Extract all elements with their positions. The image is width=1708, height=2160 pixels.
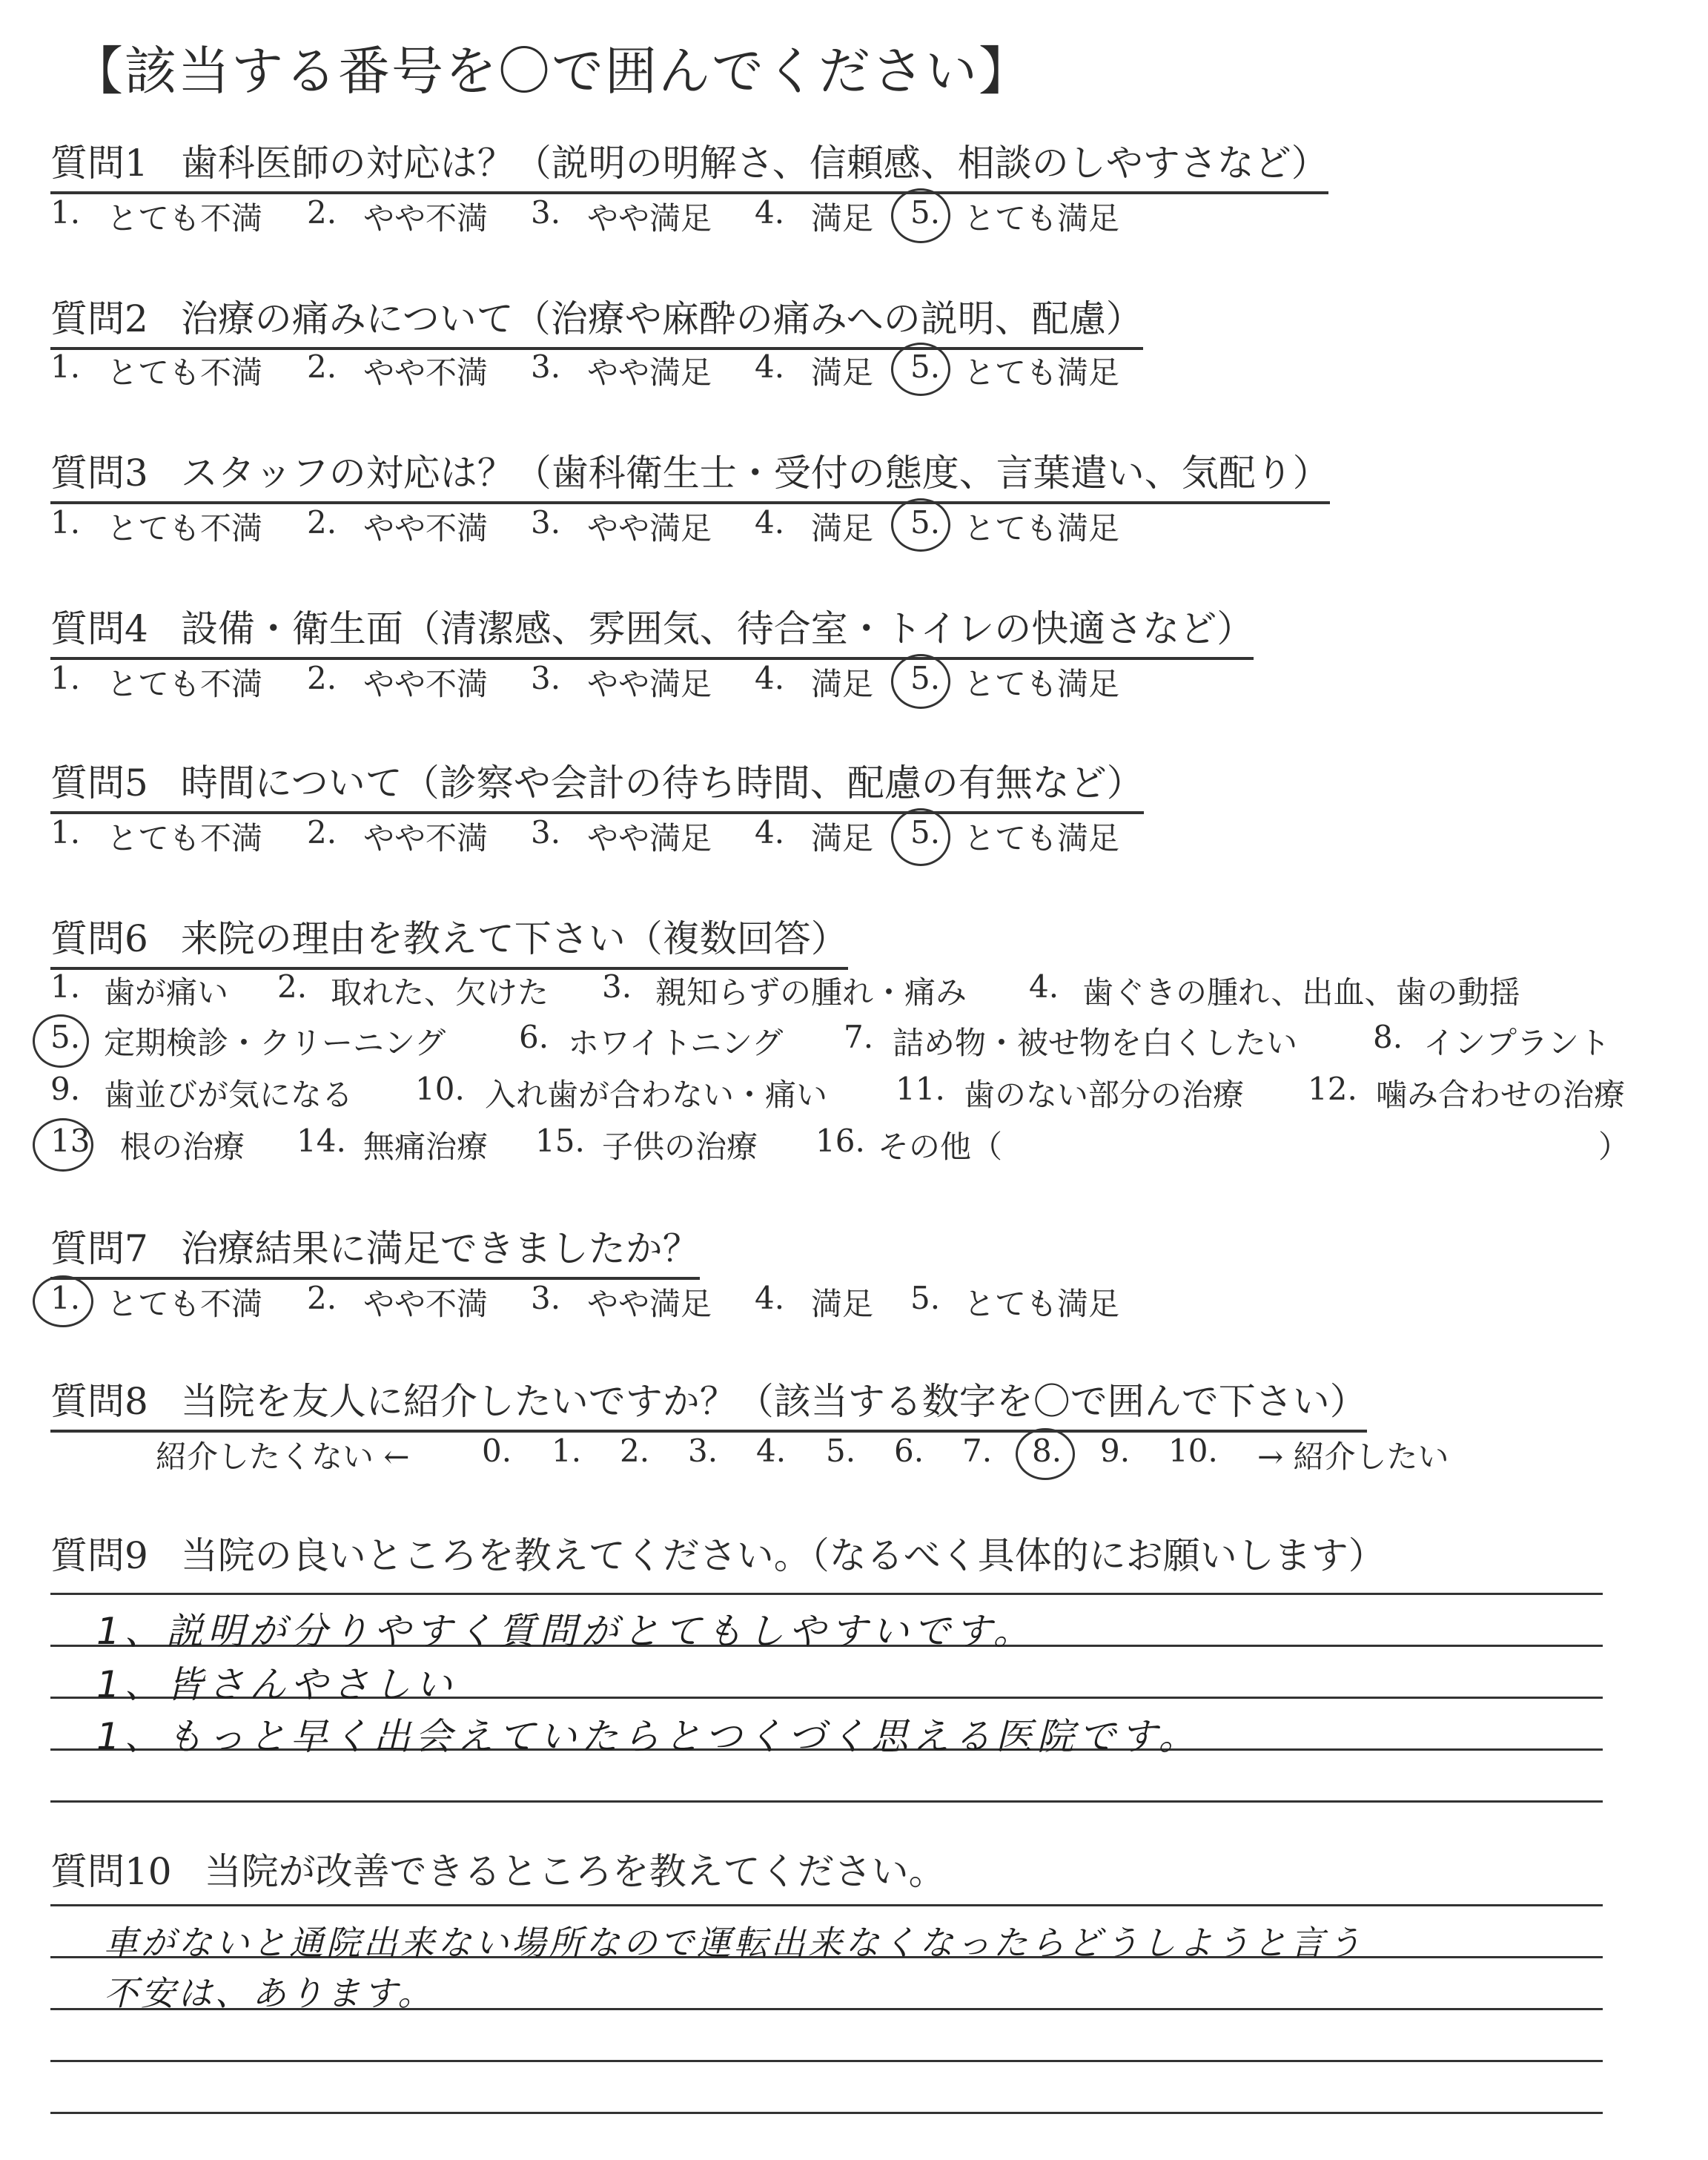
answer-circle-q1-option-5 <box>891 188 950 243</box>
option-2-number[interactable]: 2. <box>307 194 337 231</box>
reason-15-label[interactable]: 子供の治療 <box>602 1129 758 1165</box>
option-5-label[interactable]: とても満足 <box>964 666 1120 702</box>
scale-2[interactable]: 2. <box>620 1433 650 1469</box>
option-2-number[interactable]: 2. <box>307 1280 337 1316</box>
option-3-label[interactable]: やや満足 <box>587 510 712 546</box>
option-4-number[interactable]: 4. <box>755 194 785 231</box>
reason-5-label[interactable]: 定期検診・クリーニング <box>104 1025 446 1061</box>
answer-circle-q5-option-5 <box>891 808 950 866</box>
reason-15-number[interactable]: 15. <box>535 1123 585 1159</box>
reason-3-number[interactable]: 3. <box>602 968 632 1005</box>
reason-12-number[interactable]: 12. <box>1308 1071 1357 1107</box>
question-1-text: 歯科医師の対応は？（説明の明解さ、信頼感、相談のしやすさなど） <box>180 142 1328 185</box>
option-1-number[interactable]: 1. <box>50 660 81 696</box>
answer-line <box>50 2060 1603 2062</box>
option-4-label[interactable]: 満足 <box>811 1286 874 1322</box>
option-3-number[interactable]: 3. <box>531 814 561 851</box>
question-5-heading <box>50 753 1144 814</box>
reason-7-label[interactable]: 詰め物・被せ物を白くしたい <box>893 1025 1298 1061</box>
reason-14-label[interactable]: 無痛治療 <box>363 1129 489 1165</box>
option-5-label[interactable]: とても満足 <box>964 820 1120 856</box>
option-2-label[interactable]: やや不満 <box>363 354 489 391</box>
q10-handwritten-line-1: 車がないと通院出来ない場所なので運転出来なくなったらどうしようと言う <box>104 1923 1364 1963</box>
option-5-number[interactable]: 5. <box>910 194 941 231</box>
answer-circle-q3-option-5 <box>891 498 950 552</box>
question-2-label: 質問2 <box>50 297 148 340</box>
option-4-number[interactable]: 4. <box>755 504 785 541</box>
option-5-label[interactable]: とても満足 <box>964 200 1120 237</box>
answer-circle-q6-reason-5 <box>33 1014 89 1068</box>
answer-line <box>50 1904 1603 1906</box>
answer-circle-q8-scale-8 <box>1016 1428 1075 1480</box>
scale-1[interactable]: 1. <box>552 1433 582 1469</box>
question-9-text: 当院の良いところを教えてください。（なるべく具体的にお願いします） <box>180 1534 1386 1577</box>
option-5-number[interactable]: 5. <box>910 349 941 385</box>
scale-0[interactable]: 0. <box>482 1433 512 1469</box>
reason-4-number[interactable]: 4. <box>1029 968 1059 1005</box>
answer-line <box>50 1800 1603 1803</box>
reason-2-label[interactable]: 取れた、欠けた <box>331 974 549 1011</box>
question-7-text: 治療結果に満足できましたか？ <box>180 1227 700 1270</box>
scale-left-label: 紹介したくない ← <box>156 1439 410 1475</box>
scale-4[interactable]: 4. <box>756 1433 787 1469</box>
question-6-text: 来院の理由を教えて下さい（複数回答） <box>180 917 848 960</box>
reason-8-label[interactable]: インプラント <box>1423 1025 1611 1061</box>
option-4-label[interactable]: 満足 <box>811 354 874 391</box>
page-title: 【該当する番号を〇で囲んでください】 <box>71 41 1032 102</box>
q9-handwritten-line-3: 1、もっと早く出会えていたらとつくづく思える医院です。 <box>96 1715 1200 1758</box>
question-1-label: 質問1 <box>50 142 148 185</box>
reason-13-number[interactable]: 13 <box>50 1123 90 1159</box>
option-4-number[interactable]: 4. <box>755 349 785 385</box>
option-2-number[interactable]: 2. <box>307 814 337 851</box>
reason-10-number[interactable]: 10. <box>415 1071 465 1107</box>
question-7-label: 質問7 <box>50 1227 148 1270</box>
reason-13-label[interactable]: 根の治療 <box>120 1129 245 1165</box>
option-2-label[interactable]: やや不満 <box>363 820 489 856</box>
option-3-number[interactable]: 3. <box>531 504 561 541</box>
option-2-label[interactable]: やや不満 <box>363 200 489 237</box>
reason-1-number[interactable]: 1. <box>50 968 81 1005</box>
option-2-number[interactable]: 2. <box>307 504 337 541</box>
option-5-number[interactable]: 5. <box>910 1280 941 1316</box>
scale-5[interactable]: 5. <box>826 1433 856 1469</box>
option-3-number[interactable]: 3. <box>531 194 561 231</box>
option-5-label[interactable]: とても満足 <box>964 510 1120 546</box>
reason-16-close-paren: ） <box>1598 1129 1630 1165</box>
q9-handwritten-line-1: 1、説明が分りやすく質問がとてもしやすいです。 <box>96 1610 1035 1653</box>
question-8-text: 当院を友人に紹介したいですか？（該当する数字を〇で囲んで下さい） <box>180 1380 1367 1423</box>
reason-6-number[interactable]: 6. <box>519 1019 549 1055</box>
question-6-heading <box>50 909 848 970</box>
question-5-text: 時間について（診察や会計の待ち時間、配慮の有無など） <box>180 762 1144 805</box>
option-2-number[interactable]: 2. <box>307 349 337 385</box>
option-5-label[interactable]: とても満足 <box>964 1286 1120 1322</box>
scale-10[interactable]: 10. <box>1168 1433 1218 1469</box>
answer-circle-q7-option-1 <box>33 1275 93 1327</box>
reason-3-label[interactable]: 親知らずの腫れ・痛み <box>655 974 967 1011</box>
reason-1-label[interactable]: 歯が痛い <box>104 974 229 1011</box>
option-5-number[interactable]: 5. <box>910 504 941 541</box>
option-1-number[interactable]: 1. <box>50 1280 81 1316</box>
option-4-label[interactable]: 満足 <box>811 200 874 237</box>
question-7-heading <box>50 1219 700 1280</box>
question-1-heading <box>50 133 1328 194</box>
question-9-label: 質問9 <box>50 1534 148 1577</box>
scale-right-label: → 紹介したい <box>1257 1439 1449 1475</box>
answer-line <box>50 1593 1603 1595</box>
q9-handwritten-line-2: 1、皆さんやさしい <box>96 1663 457 1706</box>
option-4-label[interactable]: 満足 <box>811 820 874 856</box>
option-5-number[interactable]: 5. <box>910 660 941 696</box>
option-1-label[interactable]: とても不満 <box>107 510 263 546</box>
scale-3[interactable]: 3. <box>688 1433 718 1469</box>
reason-11-label[interactable]: 歯のない部分の治療 <box>964 1077 1245 1113</box>
option-2-number[interactable]: 2. <box>307 660 337 696</box>
reason-9-label[interactable]: 歯並びが気になる <box>104 1077 354 1113</box>
scale-8[interactable]: 8. <box>1032 1433 1062 1469</box>
question-10-heading <box>50 1842 946 1900</box>
option-4-number[interactable]: 4. <box>755 1280 785 1316</box>
question-2-text: 治療の痛みについて（治療や麻酔の痛みへの説明、配慮） <box>180 297 1143 340</box>
answer-circle-q4-option-5 <box>891 654 950 709</box>
scale-7[interactable]: 7. <box>962 1433 993 1469</box>
option-4-label[interactable]: 満足 <box>811 666 874 702</box>
reason-16-label[interactable]: その他（ <box>878 1129 1003 1165</box>
q10-handwritten-line-2: 不安は、あります。 <box>104 1973 435 2013</box>
question-3-text: スタッフの対応は？（歯科衛生士・受付の態度、言葉遣い、気配り） <box>180 452 1330 495</box>
option-2-label[interactable]: やや不満 <box>363 1286 489 1322</box>
scale-6[interactable]: 6. <box>894 1433 924 1469</box>
reason-4-label[interactable]: 歯ぐきの腫れ、出血、歯の動揺 <box>1082 974 1520 1011</box>
option-3-number[interactable]: 3. <box>531 349 561 385</box>
option-4-number[interactable]: 4. <box>755 660 785 696</box>
answer-line <box>50 2112 1603 2114</box>
option-3-number[interactable]: 3. <box>531 660 561 696</box>
reason-10-label[interactable]: 入れ歯が合わない・痛い <box>485 1077 828 1113</box>
question-3-heading <box>50 443 1330 504</box>
option-3-number[interactable]: 3. <box>531 1280 561 1316</box>
option-1-label[interactable]: とても不満 <box>107 354 263 391</box>
answer-circle-q6-reason-13 <box>33 1118 93 1172</box>
reason-8-number[interactable]: 8. <box>1373 1019 1403 1055</box>
option-3-label[interactable]: やや満足 <box>587 354 712 391</box>
option-5-number[interactable]: 5. <box>910 814 941 851</box>
answer-circle-q2-option-5 <box>891 343 950 396</box>
reason-9-number[interactable]: 9. <box>50 1071 81 1107</box>
question-2-heading <box>50 289 1143 350</box>
option-1-number[interactable]: 1. <box>50 814 81 851</box>
reason-5-number[interactable]: 5. <box>50 1019 81 1055</box>
option-3-label[interactable]: やや満足 <box>587 1286 712 1322</box>
option-3-label[interactable]: やや満足 <box>587 666 712 702</box>
question-10-text: 当院が改善できるところを教えてください。 <box>204 1850 946 1893</box>
reason-6-label[interactable]: ホワイトニング <box>568 1025 784 1061</box>
scale-9[interactable]: 9. <box>1100 1433 1131 1469</box>
option-3-label[interactable]: やや満足 <box>587 820 712 856</box>
question-4-text: 設備・衛生面（清潔感、雰囲気、待合室・トイレの快適さなど） <box>180 607 1254 650</box>
option-1-label[interactable]: とても不満 <box>107 820 263 856</box>
option-4-label[interactable]: 満足 <box>811 510 874 546</box>
option-5-label[interactable]: とても満足 <box>964 354 1120 391</box>
reason-16-number[interactable]: 16. <box>815 1123 865 1159</box>
question-10-label: 質問10 <box>50 1850 172 1893</box>
option-2-label[interactable]: やや不満 <box>363 666 489 702</box>
question-6-label: 質問6 <box>50 917 148 960</box>
option-1-number[interactable]: 1. <box>50 349 81 385</box>
option-4-number[interactable]: 4. <box>755 814 785 851</box>
question-4-heading <box>50 599 1254 660</box>
option-1-label[interactable]: とても不満 <box>107 666 263 702</box>
reason-14-number[interactable]: 14. <box>297 1123 346 1159</box>
reason-11-number[interactable]: 11. <box>896 1071 945 1107</box>
option-1-number[interactable]: 1. <box>50 194 81 231</box>
question-9-heading <box>50 1526 1386 1584</box>
option-2-label[interactable]: やや不満 <box>363 510 489 546</box>
option-1-label[interactable]: とても不満 <box>107 1286 263 1322</box>
question-5-label: 質問5 <box>50 762 148 805</box>
reason-12-label[interactable]: 噛み合わせの治療 <box>1376 1077 1626 1113</box>
question-4-label: 質問4 <box>50 607 148 650</box>
question-8-heading <box>50 1372 1367 1433</box>
option-1-label[interactable]: とても不満 <box>107 200 263 237</box>
option-3-label[interactable]: やや満足 <box>587 200 712 237</box>
reason-2-number[interactable]: 2. <box>277 968 308 1005</box>
option-1-number[interactable]: 1. <box>50 504 81 541</box>
reason-7-number[interactable]: 7. <box>844 1019 874 1055</box>
question-3-label: 質問3 <box>50 452 148 495</box>
question-8-label: 質問8 <box>50 1380 148 1423</box>
